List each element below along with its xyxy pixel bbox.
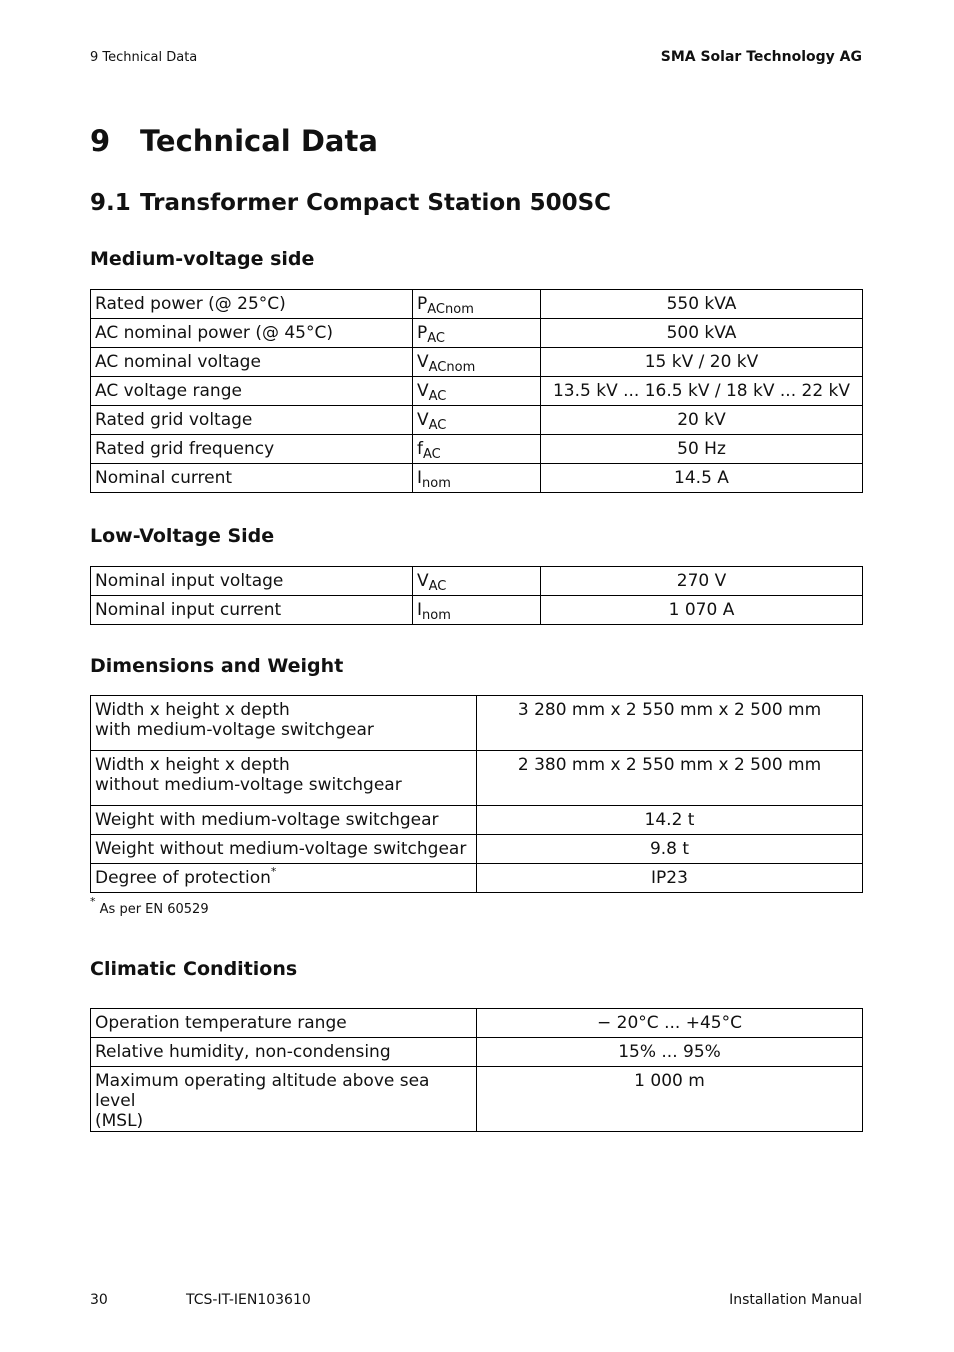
table-row	[91, 1038, 863, 1067]
param-symbol: $P_{ACnom}$	[413, 290, 541, 319]
param-label: AC nominal power (@ 45°C)	[91, 319, 413, 348]
param-label: AC nominal voltage	[91, 348, 413, 377]
param-label: Rated power (@ 25°C)	[91, 290, 413, 319]
param-label: Nominal input current	[91, 596, 413, 625]
manual-name: Installation Manual	[729, 1292, 862, 1308]
param-label: Nominal input voltage	[91, 567, 413, 596]
param-value: 15 kV / 20 kV	[541, 348, 863, 377]
table-row	[91, 348, 863, 377]
param-label: Rated grid frequency	[91, 435, 413, 464]
param-value: 3 280 mm x 2 550 mm x 2 500 mm	[477, 696, 863, 751]
param-label: Nominal current	[91, 464, 413, 493]
param-label: AC voltage range	[91, 377, 413, 406]
param-symbol: $V_{AC}$	[413, 406, 541, 435]
table-row	[91, 696, 863, 751]
param-label: Width x height x depth with medium-voltage switchgear	[91, 696, 477, 751]
table-row	[91, 596, 863, 625]
param-value: 2 380 mm x 2 550 mm x 2 500 mm	[477, 751, 863, 806]
param-value: 1 070 A	[541, 596, 863, 625]
climatic-heading: Climatic Conditions	[90, 958, 298, 980]
param-label: Degree of protection*	[91, 864, 477, 893]
table-row	[91, 319, 863, 348]
param-value: 14.2 t	[477, 806, 863, 835]
param-value: 13.5 kV ... 16.5 kV / 18 kV ... 22 kV	[541, 377, 863, 406]
table-row	[91, 406, 863, 435]
param-value: 550 kVA	[541, 290, 863, 319]
chapter-number: 9	[90, 124, 111, 158]
param-label: Relative humidity, non-condensing	[91, 1038, 477, 1067]
param-label: Weight without medium-voltage switchgear	[91, 835, 477, 864]
table-row	[91, 1067, 863, 1132]
footnote-mark: *	[270, 865, 277, 878]
medium-voltage-heading: Medium-voltage side	[90, 248, 315, 270]
dimensions-heading: Dimensions and Weight	[90, 655, 344, 677]
medium-voltage-table	[90, 289, 863, 493]
param-value: − 20°C ... +45°C	[477, 1009, 863, 1038]
table-row	[91, 290, 863, 319]
running-header-section: 9 Technical Data	[90, 50, 198, 65]
table-row	[91, 567, 863, 596]
table-row	[91, 835, 863, 864]
param-label: Rated grid voltage	[91, 406, 413, 435]
table-row	[91, 435, 863, 464]
table-row	[91, 864, 863, 893]
table-row	[91, 1009, 863, 1038]
param-value: 20 kV	[541, 406, 863, 435]
table-row	[91, 751, 863, 806]
param-label: Weight with medium-voltage switchgear	[91, 806, 477, 835]
low-voltage-table	[90, 566, 863, 625]
section-title: Transformer Compact Station 500SC	[140, 190, 612, 216]
param-value: 9.8 t	[477, 835, 863, 864]
chapter-heading	[90, 124, 378, 158]
param-value: 1 000 m	[477, 1067, 863, 1132]
dimensions-table	[90, 695, 863, 893]
param-value: 270 V	[541, 567, 863, 596]
running-header-company: SMA Solar Technology AG	[660, 49, 862, 65]
param-label: Operation temperature range	[91, 1009, 477, 1038]
param-symbol: $f_{AC}$	[413, 435, 541, 464]
param-value: 14.5 A	[541, 464, 863, 493]
table-row	[91, 464, 863, 493]
document-id: TCS-IT-IEN103610	[186, 1292, 311, 1308]
param-value: 15% ... 95%	[477, 1038, 863, 1067]
param-symbol: $V_{AC}$	[413, 377, 541, 406]
low-voltage-heading: Low-Voltage Side	[90, 525, 275, 547]
param-symbol: $I_{nom}$	[413, 464, 541, 493]
param-symbol: $V_{ACnom}$	[413, 348, 541, 377]
section-number: 9.1	[90, 190, 131, 216]
footnote: * As per EN 60529	[90, 895, 209, 917]
table-row	[91, 806, 863, 835]
section-heading	[90, 190, 611, 216]
param-value: 500 kVA	[541, 319, 863, 348]
climatic-table	[90, 1008, 863, 1132]
param-label: Width x height x depth without medium-voltage switchgear	[91, 751, 477, 806]
param-value: IP23	[477, 864, 863, 893]
table-row	[91, 377, 863, 406]
chapter-title: Technical Data	[140, 124, 378, 158]
page-number: 30	[90, 1292, 108, 1308]
param-value: 50 Hz	[541, 435, 863, 464]
param-symbol: $I_{nom}$	[413, 596, 541, 625]
param-symbol: $V_{AC}$	[413, 567, 541, 596]
param-symbol: $P_{AC}$	[413, 319, 541, 348]
param-label: Maximum operating altitude above sea level (MSL)	[91, 1067, 477, 1132]
